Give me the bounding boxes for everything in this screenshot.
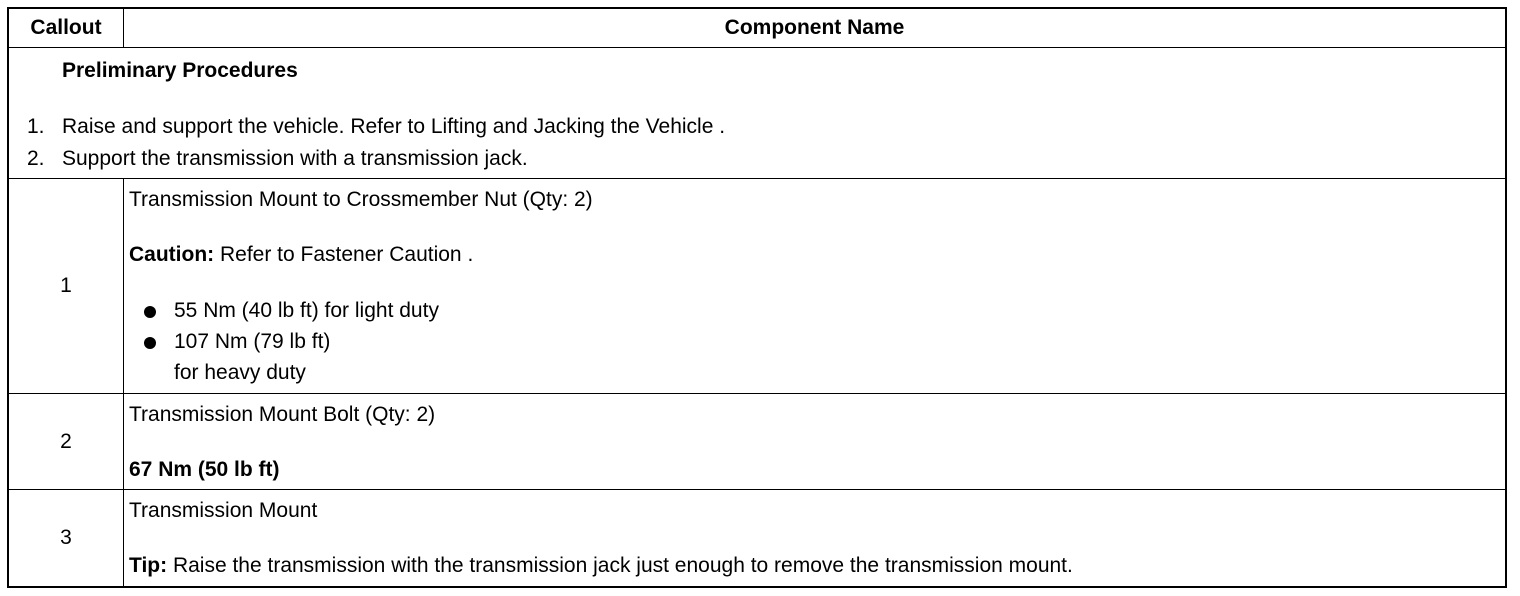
tip-text: Raise the transmission with the transmission jack just enough to remove the transmission mount. — [167, 554, 1073, 577]
preliminary-step — [27, 114, 725, 140]
torque-spec: 107 Nm (79 lb ft) — [174, 330, 331, 353]
preliminary-row — [8, 48, 1506, 179]
caution-line — [129, 242, 473, 268]
preliminary-step — [27, 146, 528, 172]
callout-cell: 3 — [8, 490, 124, 588]
preliminary-title: Preliminary Procedures — [62, 59, 298, 82]
callout-header: Callout — [8, 8, 124, 48]
step-number: 1. — [27, 115, 45, 138]
table-row — [8, 394, 1506, 490]
step-text: Support the transmission with a transmission jack. — [62, 147, 528, 170]
component-cell — [124, 394, 1507, 490]
preliminary-cell — [8, 48, 1506, 179]
tip-label: Tip: — [129, 554, 168, 577]
component-name: Transmission Mount to Crossmember Nut (Qty: 2) — [129, 188, 593, 211]
table-row — [8, 179, 1506, 394]
component-cell — [124, 490, 1507, 588]
component-cell — [124, 179, 1507, 394]
bullet-icon — [144, 306, 156, 318]
torque-spec: 55 Nm (40 lb ft) for light duty — [174, 299, 439, 322]
bullet-icon — [144, 337, 156, 349]
component-name: Transmission Mount Bolt (Qty: 2) — [129, 403, 436, 426]
torque-spec-continued: for heavy duty — [174, 361, 306, 384]
torque-value: 67 Nm (50 lb ft) — [129, 458, 280, 481]
caution-text: Refer to Fastener Caution . — [214, 243, 474, 266]
component-name: Transmission Mount — [129, 499, 318, 522]
procedure-table — [7, 7, 1507, 588]
step-text: Raise and support the vehicle. Refer to Lifting and Jacking the Vehicle . — [62, 115, 726, 138]
table-row — [8, 490, 1506, 588]
component-name-header: Component Name — [124, 8, 1507, 48]
step-number: 2. — [27, 147, 45, 170]
callout-cell: 2 — [8, 394, 124, 490]
caution-label: Caution: — [129, 243, 215, 266]
header-row — [8, 8, 1506, 48]
tip-line — [129, 553, 1073, 579]
callout-cell: 1 — [8, 179, 124, 394]
